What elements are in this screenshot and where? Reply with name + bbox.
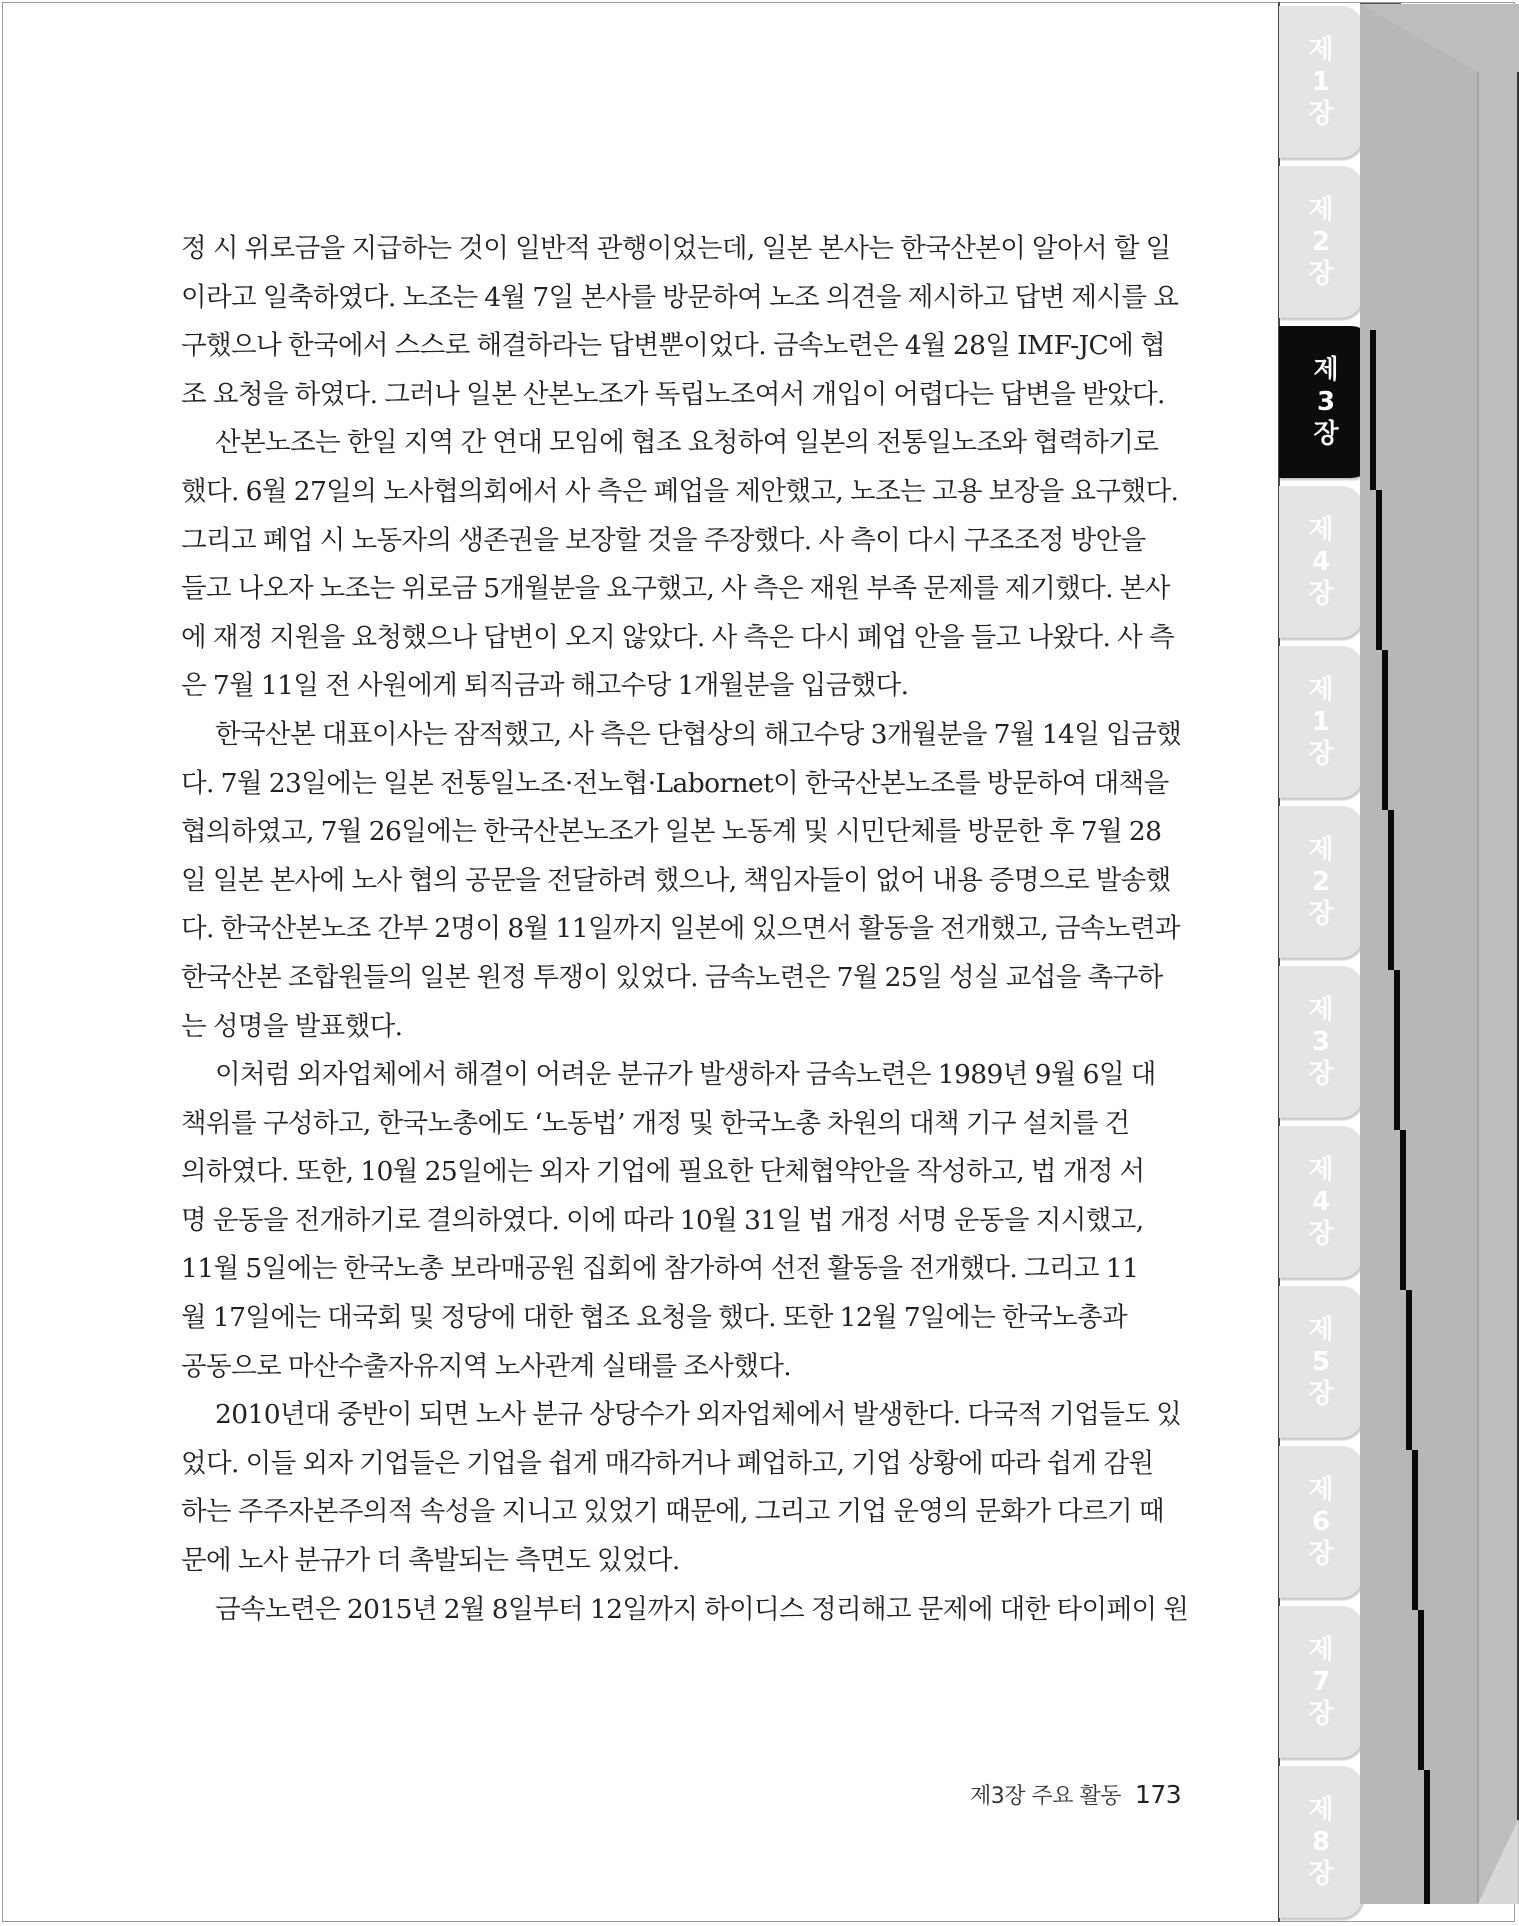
edge-tab-mark <box>1376 490 1382 650</box>
chapter-tab-char: 제 <box>1308 1315 1334 1345</box>
text-line: 한국산본 조합원들의 일본 원정 투쟁이 있었다. 금속노련은 7월 25일 성실 교섭을 촉구하 <box>181 961 1163 993</box>
chapter-tab-char: 장 <box>1308 739 1334 769</box>
text-line: 이처럼 외자업체에서 해결이 어려운 분규가 발생하자 금속노련은 1989년 9월 6일 대 <box>215 1059 1156 1091</box>
edge-tab-mark <box>1370 330 1376 490</box>
chapter-tab-char: 제 <box>1308 1155 1334 1185</box>
chapter-tab-char: 7 <box>1311 1667 1331 1697</box>
chapter-tab-char: 장 <box>1308 259 1334 289</box>
chapter-tab-char: 8 <box>1311 1827 1331 1857</box>
text-line: 조 요청을 하였다. 그러나 일본 산본노조가 독립노조여서 개입이 어렵다는 답변을 받았다. <box>181 378 1165 410</box>
chapter-tab[interactable] <box>1279 966 1363 1118</box>
chapter-tab-char: 제 <box>1313 355 1339 385</box>
chapter-tab-char: 장 <box>1308 99 1334 129</box>
book-edge <box>1360 0 1519 1926</box>
text-line: 협의하였고, 7월 26일에는 한국산본노조가 일본 노동계 및 시민단체를 방문한 후 7월 28 <box>181 816 1162 848</box>
chapter-tab-char: 제 <box>1308 515 1334 545</box>
chapter-tab-char: 5 <box>1311 1347 1331 1377</box>
chapter-tab-char: 장 <box>1308 1859 1334 1889</box>
chapter-tab[interactable] <box>1279 1446 1363 1598</box>
chapter-tab-char: 제 <box>1308 835 1334 865</box>
chapter-tab-char: 제 <box>1308 35 1334 65</box>
text-line: 2010년대 중반이 되면 노사 분규 상당수가 외자업체에서 발생한다. 다국적 기업들도 있 <box>215 1399 1182 1431</box>
text-line: 한국산본 대표이사는 잠적했고, 사 측은 단협상의 해고수당 3개월분을 7월 14일 입금했 <box>215 718 1182 750</box>
edge-tab-mark <box>1394 970 1400 1130</box>
chapter-tab[interactable] <box>1279 1126 1363 1278</box>
chapter-tab[interactable] <box>1279 1606 1363 1758</box>
chapter-tab[interactable] <box>1279 646 1363 798</box>
chapter-tab-char: 장 <box>1308 1699 1334 1729</box>
chapter-tab-char: 1 <box>1311 707 1331 737</box>
chapter-tab-char: 6 <box>1311 1507 1331 1537</box>
footer-section-title: 제3장 주요 활동 <box>970 1784 1121 1809</box>
chapter-tab-char: 제 <box>1308 195 1334 225</box>
chapter-tab-char: 장 <box>1308 1059 1334 1089</box>
text-line: 금속노련은 2015년 2월 8일부터 12일까지 하이디스 정리해고 문제에 대한 타이페이 원 <box>215 1593 1189 1625</box>
text-line: 했다. 6월 27일의 노사협의회에서 사 측은 폐업을 제안했고, 노조는 고용 보장을 요구했다. <box>181 475 1179 507</box>
edge-tab-mark <box>1382 650 1388 810</box>
chapter-tab[interactable] <box>1279 166 1363 318</box>
text-line: 은 7월 11일 전 사원에게 퇴직금과 해고수당 1개월분을 입금했다. <box>181 670 909 702</box>
chapter-tab-char: 제 <box>1308 995 1334 1025</box>
edge-tab-mark <box>1406 1290 1412 1450</box>
chapter-tab[interactable] <box>1279 486 1363 638</box>
chapter-tab-char: 장 <box>1308 1219 1334 1249</box>
edge-tab-mark <box>1412 1450 1418 1610</box>
chapter-tab[interactable] <box>1279 326 1373 478</box>
page-number: 173 <box>1135 1780 1182 1809</box>
chapter-tab[interactable] <box>1279 1286 1363 1438</box>
text-line: 월 17일에는 대국회 및 정당에 대한 협조 요청을 했다. 또한 12월 7일에는 한국노총과 <box>181 1302 1127 1334</box>
text-line: 는 성명을 발표했다. <box>181 1010 403 1042</box>
text-line: 책위를 구성하고, 한국노총에도 ‘노동법’ 개정 및 한국노총 차원의 대책 기구 설치를 건 <box>181 1107 1130 1139</box>
text-line: 들고 나오자 노조는 위로금 5개월분을 요구했고, 사 측은 재원 부족 문제를 제기했다. 본사 <box>181 573 1170 605</box>
chapter-tab-char: 제 <box>1308 1635 1334 1665</box>
chapter-tab[interactable] <box>1279 1766 1363 1918</box>
chapter-tab-char: 제 <box>1308 675 1334 705</box>
chapter-tab-char: 4 <box>1311 1187 1331 1217</box>
edge-tab-mark <box>1400 1130 1406 1290</box>
text-line: 의하였다. 또한, 10월 25일에는 외자 기업에 필요한 단체협약안을 작성하고, 법 개정 서 <box>181 1156 1145 1188</box>
text-line: 다. 한국산본노조 간부 2명이 8월 11일까지 일본에 있으면서 활동을 전개했고, 금속노련과 <box>181 913 1180 945</box>
text-line: 구했으나 한국에서 스스로 해결하라는 답변뿐이었다. 금속노련은 4월 28일 IMF-JC에 협 <box>181 330 1166 362</box>
text-line: 공동으로 마산수출자유지역 노사관계 실태를 조사했다. <box>181 1350 792 1382</box>
chapter-tab-char: 제 <box>1308 1475 1334 1505</box>
chapter-tab[interactable] <box>1279 806 1363 958</box>
chapter-tab-char: 장 <box>1308 1539 1334 1569</box>
chapter-tab[interactable] <box>1279 6 1363 158</box>
chapter-tab-char: 2 <box>1311 227 1331 257</box>
chapter-tab-char: 4 <box>1311 547 1331 577</box>
text-line: 정 시 위로금을 지급하는 것이 일반적 관행이었는데, 일본 본사는 한국산본이 알아서 할 일 <box>181 233 1171 264</box>
edge-tab-mark <box>1388 810 1394 970</box>
chapter-tab-char: 3 <box>1316 387 1336 417</box>
chapter-tab-char: 3 <box>1311 1027 1331 1057</box>
chapter-tab-char: 1 <box>1311 67 1331 97</box>
text-line: 그리고 폐업 시 노동자의 생존권을 보장할 것을 주장했다. 사 측이 다시 구조조정 방안을 <box>181 524 1146 556</box>
edge-tab-mark <box>1424 1770 1430 1904</box>
text-line: 문에 노사 분규가 더 촉발되는 측면도 있었다. <box>181 1545 680 1577</box>
edge-tab-mark <box>1418 1610 1424 1770</box>
text-line: 었다. 이들 외자 기업들은 기업을 쉽게 매각하거나 폐업하고, 기업 상황에 따라 쉽게 감원 <box>181 1447 1154 1479</box>
page-footer <box>970 1779 1181 1810</box>
text-line: 다. 7월 23일에는 일본 전통일노조·전노협·Labornet이 한국산본노조를 방문하여 대책을 <box>181 767 1169 799</box>
chapter-tab-char: 장 <box>1308 1379 1334 1409</box>
text-line: 하는 주주자본주의적 속성을 지니고 있었기 때문에, 그리고 기업 운영의 문화가 다르기 때 <box>181 1496 1164 1528</box>
chapter-tab-char: 장 <box>1308 579 1334 609</box>
chapter-tab-char: 장 <box>1308 899 1334 929</box>
text-line: 명 운동을 전개하기로 결의하였다. 이에 따라 10월 31일 법 개정 서명 운동을 지시했고, <box>181 1204 1144 1236</box>
chapter-tab-char: 장 <box>1313 419 1339 449</box>
text-line: 에 재정 지원을 요청했으나 답변이 오지 않았다. 사 측은 다시 폐업 안을 들고 나왔다. 사 측 <box>181 621 1174 653</box>
chapter-tab-char: 2 <box>1311 867 1331 897</box>
chapter-tab-char: 제 <box>1308 1795 1334 1825</box>
text-line: 11월 5일에는 한국노총 보라매공원 집회에 참가하여 선전 활동을 전개했다. 그리고 11 <box>181 1253 1139 1285</box>
text-line: 이라고 일축하였다. 노조는 4월 7일 본사를 방문하여 노조 의견을 제시하고 답변 제시를 요 <box>181 281 1179 313</box>
body-text <box>181 225 1189 1634</box>
text-line: 일 일본 본사에 노사 협의 공문을 전달하려 했으나, 책임자들이 없어 내용 증명으로 발송했 <box>181 864 1171 896</box>
text-line: 산본노조는 한일 지역 간 연대 모임에 협조 요청하여 일본의 전통일노조와 협력하기로 <box>215 427 1159 459</box>
